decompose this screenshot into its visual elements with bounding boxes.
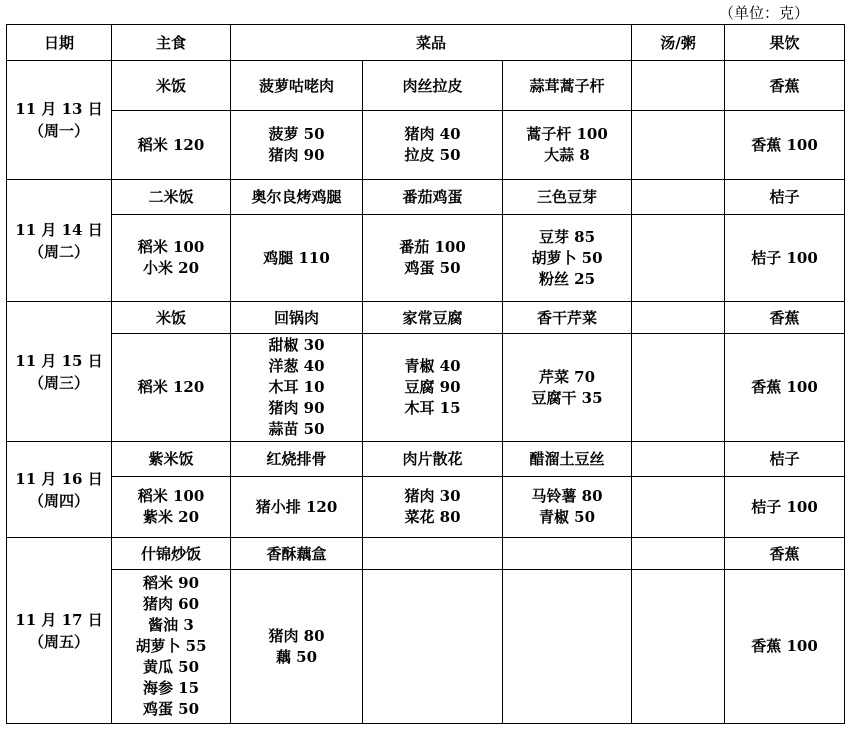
- dish-ingredients: [363, 111, 503, 180]
- ingredient-line: 稻米 90: [142, 574, 200, 592]
- ingredient-line: 青椒 40: [404, 357, 461, 375]
- day-date: 11 月 17 日: [15, 610, 103, 629]
- ingredient-line: 稻米 100: [137, 238, 205, 256]
- header-row: [7, 25, 845, 61]
- ingredient-line: 蒿子杆 100: [526, 125, 608, 143]
- dish-ingredients: [231, 215, 363, 302]
- staple-ingredients: [112, 215, 231, 302]
- staple-name: 二米饭: [112, 180, 231, 215]
- fruit-ingredients: [725, 111, 845, 180]
- staple-name: 什锦炒饭: [112, 538, 231, 570]
- dish-ingredients: [503, 334, 632, 442]
- ingredient-line: 木耳 10: [268, 378, 325, 396]
- ingredient-line: 稻米 120: [137, 378, 205, 396]
- dish-name: [503, 538, 632, 570]
- ingredient-line: 小米 20: [142, 259, 200, 277]
- day-date-cell: [7, 180, 112, 302]
- day-weekday: （周五）: [28, 632, 89, 651]
- day-ingredients-row: [7, 334, 845, 442]
- dish-name: 肉丝拉皮: [363, 61, 503, 111]
- ingredient-line: 桔子 100: [751, 248, 818, 267]
- header-soup: 汤/粥: [632, 25, 725, 61]
- dish-ingredients: [503, 215, 632, 302]
- ingredient-line: 胡萝卜 55: [135, 637, 207, 655]
- ingredient-line: 猪肉 30: [404, 487, 461, 505]
- fruit-name: 香蕉: [725, 538, 845, 570]
- day-ingredients-row: [7, 570, 845, 724]
- ingredient-line: 洋葱 40: [268, 357, 325, 375]
- ingredient-line: 香蕉 100: [751, 378, 818, 396]
- dish-name: 奥尔良烤鸡腿: [231, 180, 363, 215]
- ingredient-line: 海参 15: [142, 679, 200, 697]
- dish-name: 蒜茸蒿子杆: [503, 61, 632, 111]
- ingredient-line: 粉丝 25: [538, 269, 596, 288]
- dish-ingredients: [503, 477, 632, 538]
- header-staple: 主食: [112, 25, 231, 61]
- dish-name: 三色豆芽: [503, 180, 632, 215]
- ingredient-line: 猪肉 90: [268, 146, 325, 164]
- ingredient-line: 青椒 50: [538, 508, 596, 526]
- ingredient-line: 稻米 120: [137, 135, 205, 154]
- ingredient-line: 马铃薯 80: [531, 487, 603, 505]
- ingredient-line: 芹菜 70: [538, 367, 596, 386]
- ingredient-line: 鸡蛋 50: [142, 700, 200, 718]
- soup-name: [632, 302, 725, 334]
- soup-name: [632, 538, 725, 570]
- day-date-cell: [7, 442, 112, 538]
- dish-name: 醋溜土豆丝: [503, 442, 632, 477]
- day-ingredients-row: [7, 111, 845, 180]
- day-ingredients-row: [7, 215, 845, 302]
- header-fruit: 果饮: [725, 25, 845, 61]
- staple-name: 紫米饭: [112, 442, 231, 477]
- fruit-ingredients: [725, 477, 845, 538]
- day-weekday: （周一）: [28, 122, 89, 140]
- dish-name: 肉片散花: [363, 442, 503, 477]
- ingredient-line: 番茄 100: [399, 238, 466, 256]
- dish-name: 红烧排骨: [231, 442, 363, 477]
- dish-ingredients: [231, 570, 363, 724]
- dish-ingredients: [363, 215, 503, 302]
- header-date: 日期: [7, 25, 112, 61]
- ingredient-line: 猪小排 120: [255, 497, 338, 516]
- dish-ingredients: [503, 111, 632, 180]
- dish-ingredients: [231, 477, 363, 538]
- dish-name: 番茄鸡蛋: [363, 180, 503, 215]
- ingredient-line: 紫米 20: [142, 508, 200, 526]
- ingredient-line: 菜花 80: [404, 508, 461, 526]
- ingredient-line: 豆腐干 35: [531, 388, 603, 407]
- day-date: 11 月 14 日: [15, 220, 103, 239]
- staple-name: 米饭: [112, 302, 231, 334]
- day-date-cell: [7, 538, 112, 724]
- dish-ingredients: [231, 334, 363, 442]
- day-ingredients-row: [7, 477, 845, 538]
- day-name-row: [7, 302, 845, 334]
- ingredient-line: 藕 50: [275, 647, 318, 666]
- ingredient-line: 豆芽 85: [538, 227, 596, 246]
- day-date: 11 月 13 日: [15, 100, 103, 118]
- dish-name: [363, 538, 503, 570]
- day-date-cell: [7, 302, 112, 442]
- ingredient-line: 甜椒 30: [268, 336, 325, 354]
- fruit-name: 香蕉: [725, 61, 845, 111]
- soup-ingredients: [632, 215, 725, 302]
- ingredient-line: 酱油 3: [148, 616, 194, 634]
- fruit-name: 桔子: [725, 442, 845, 477]
- ingredient-line: 稻米 100: [137, 487, 205, 505]
- dish-ingredients: [363, 570, 503, 724]
- ingredient-line: 菠萝 50: [268, 125, 325, 143]
- staple-ingredients: [112, 111, 231, 180]
- staple-ingredients: [112, 570, 231, 724]
- day-name-row: [7, 442, 845, 477]
- dish-ingredients: [363, 334, 503, 442]
- header-dishes: 菜品: [231, 25, 632, 61]
- menu-table: [6, 24, 845, 724]
- ingredient-line: 蒜苗 50: [268, 420, 325, 438]
- fruit-ingredients: [725, 334, 845, 442]
- menu-body: [7, 61, 845, 724]
- ingredient-line: 拉皮 50: [404, 146, 461, 164]
- ingredient-line: 猪肉 40: [404, 125, 461, 143]
- staple-name: 米饭: [112, 61, 231, 111]
- dish-name: 回锅肉: [231, 302, 363, 334]
- fruit-name: 香蕉: [725, 302, 845, 334]
- ingredient-line: 猪肉 90: [268, 399, 325, 417]
- fruit-name: 桔子: [725, 180, 845, 215]
- ingredient-line: 黄瓜 50: [142, 658, 200, 676]
- soup-name: [632, 442, 725, 477]
- dish-name: 香酥藕盒: [231, 538, 363, 570]
- soup-ingredients: [632, 570, 725, 724]
- ingredient-line: 桔子 100: [751, 497, 818, 516]
- day-date-cell: [7, 61, 112, 180]
- day-date: 11 月 15 日: [15, 351, 103, 370]
- day-name-row: [7, 538, 845, 570]
- ingredient-line: 木耳 15: [404, 399, 461, 417]
- staple-ingredients: [112, 334, 231, 442]
- fruit-ingredients: [725, 570, 845, 724]
- day-weekday: （周四）: [28, 491, 89, 510]
- dish-name: 香干芹菜: [503, 302, 632, 334]
- ingredient-line: 香蕉 100: [751, 135, 818, 154]
- ingredient-line: 香蕉 100: [751, 637, 818, 655]
- staple-ingredients: [112, 477, 231, 538]
- day-name-row: [7, 61, 845, 111]
- ingredient-line: 猪肉 60: [142, 595, 200, 613]
- day-weekday: （周二）: [28, 242, 89, 261]
- unit-note: （单位：克）: [718, 4, 809, 22]
- ingredient-line: 大蒜 8: [544, 146, 590, 164]
- soup-name: [632, 180, 725, 215]
- dish-ingredients: [363, 477, 503, 538]
- ingredient-line: 胡萝卜 50: [531, 248, 603, 267]
- day-name-row: [7, 180, 845, 215]
- ingredient-line: 鸡蛋 50: [404, 259, 461, 277]
- dish-name: 菠萝咕咾肉: [231, 61, 363, 111]
- day-weekday: （周三）: [28, 373, 89, 392]
- soup-ingredients: [632, 477, 725, 538]
- fruit-ingredients: [725, 215, 845, 302]
- soup-name: [632, 61, 725, 111]
- dish-name: 家常豆腐: [363, 302, 503, 334]
- dish-ingredients: [503, 570, 632, 724]
- ingredient-line: 豆腐 90: [404, 378, 461, 396]
- soup-ingredients: [632, 111, 725, 180]
- ingredient-line: 猪肉 80: [268, 626, 325, 645]
- ingredient-line: 鸡腿 110: [263, 248, 330, 267]
- day-date: 11 月 16 日: [15, 469, 103, 488]
- soup-ingredients: [632, 334, 725, 442]
- dish-ingredients: [231, 111, 363, 180]
